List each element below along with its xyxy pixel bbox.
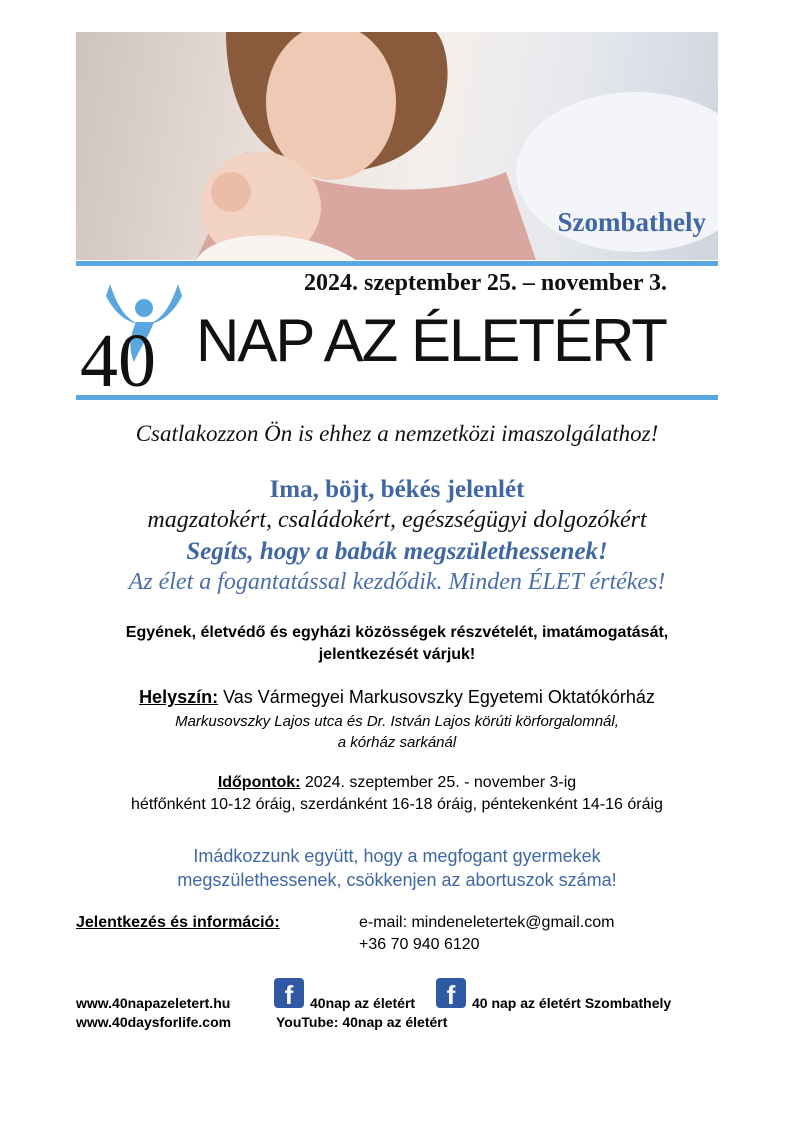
- location-detail-2: a kórház sarkánál: [337, 734, 457, 751]
- prayer-for-line: magzatokért, családokért, egészségügyi dolgozókért: [147, 507, 647, 533]
- times-value: 2024. szeptember 25. - november 3-ig: [304, 774, 577, 791]
- appeal-line-2: jelentkezését várjuk!: [318, 646, 476, 663]
- location-detail-1: Markusovszky Lajos utca és Dr. István Lajos körúti körforgalomnál,: [175, 713, 619, 730]
- participation-appeal: [0, 622, 794, 666]
- contact-email[interactable]: e-mail: mindeneletertek@gmail.com: [359, 914, 615, 931]
- facebook-icon[interactable]: f: [436, 978, 466, 1008]
- website-link-global[interactable]: www.40daysforlife.com: [76, 1014, 232, 1030]
- facebook-icon[interactable]: f: [274, 978, 304, 1008]
- youtube-channel[interactable]: YouTube: 40nap az életért: [276, 1014, 448, 1030]
- prayer-call: [0, 844, 794, 892]
- contact-phone[interactable]: +36 70 940 6120: [359, 936, 480, 953]
- divider-top: [76, 261, 718, 266]
- location-label: Helyszín: [139, 687, 213, 707]
- location-value: Vas Vármegyei Markusovszky Egyetemi Oktatókórház: [223, 687, 655, 707]
- times-detail: hétfőnként 10-12 óráig, szerdánként 16-18 óráig, péntekenként 14-16 óráig: [131, 796, 663, 813]
- prayer-call-2: megszülethessenek, csökkenjen az abortuszok száma!: [177, 870, 617, 890]
- times-label: Időpontok: [217, 774, 296, 791]
- contact-label: Jelentkezés és információ:: [76, 914, 280, 931]
- appeal-line-1: Egyének, életvédő és egyházi közösségek részvételét, imatámogatását,: [125, 624, 669, 641]
- prayer-headline: Ima, böjt, békés jelenlét: [269, 476, 525, 503]
- location-detail: [0, 711, 794, 753]
- facebook-page-1[interactable]: 40nap az életért: [310, 995, 416, 1011]
- times: Időpontok: 2024. szeptember 25. - november 3-ig: [217, 774, 577, 791]
- invite-text: Csatlakozzon Ön is ehhez a nemzetközi imaszolgálathoz!: [135, 421, 659, 446]
- header-photo: [76, 32, 718, 260]
- divider-bottom: [76, 395, 718, 400]
- logo-number: 40: [80, 319, 156, 393]
- logo-figure-icon: [78, 278, 198, 393]
- website-link-hu[interactable]: www.40napazeletert.hu: [76, 995, 231, 1011]
- city-label: Szombathely: [557, 207, 706, 237]
- date-range: 2024. szeptember 25. – november 3.: [304, 270, 668, 296]
- facebook-page-2[interactable]: 40 nap az életért Szombathely: [472, 995, 672, 1011]
- prayer-call-1: Imádkozzunk együtt, hogy a megfogant gyermekek: [193, 846, 601, 866]
- location: Helyszín: Vas Vármegyei Markusovszky Egyetemi Oktatókórház: [139, 687, 655, 707]
- logo-title: NAP AZ ÉLETÉRT: [196, 307, 666, 374]
- life-slogan: Az élet a fogantatással kezdődik. Minden ÉLET értékes!: [128, 569, 666, 595]
- babies-slogan: Segíts, hogy a babák megszülethessenek!: [186, 538, 608, 565]
